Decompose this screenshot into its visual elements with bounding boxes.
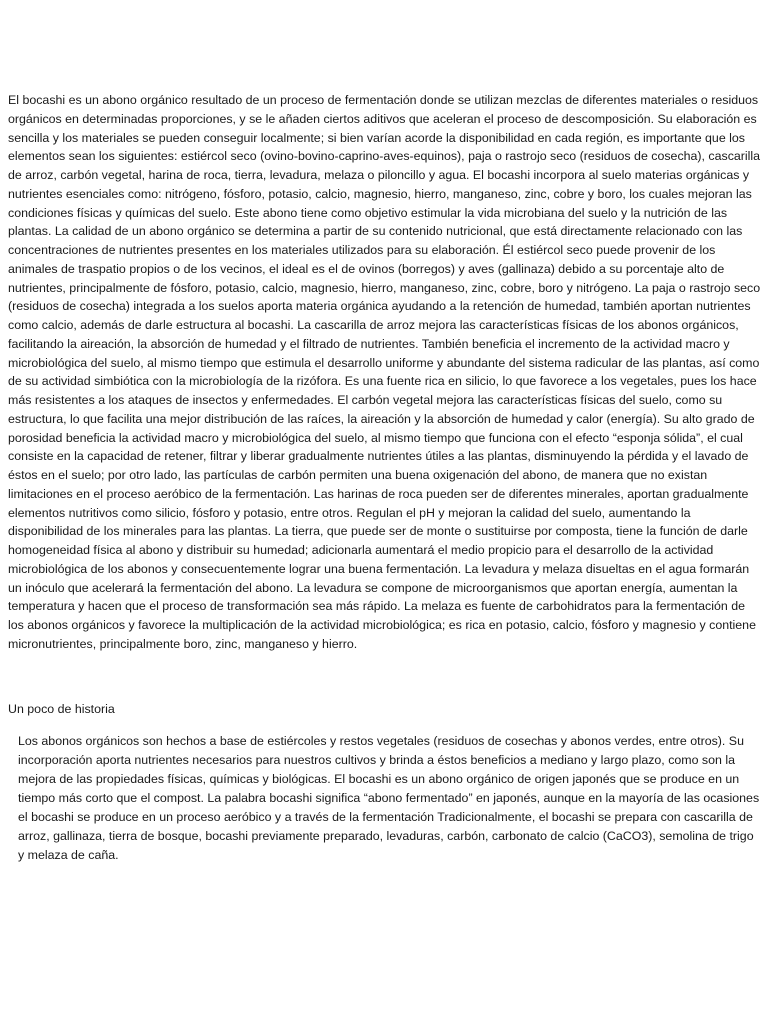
- section-heading: Un poco de historia: [8, 702, 115, 716]
- body-paragraph: El bocashi es un abono orgánico resultado de un proceso de fermentación donde se utilizan mezclas de diferentes materiales o residuos orgánicos en determinadas proporciones, y se le añaden ciertos aditivos que aceleran el proceso de descomposición. Su elaboración es sencilla y los materiales se pueden conseguir localmente; si bien varían acorde la disponibilidad en cada región, es importante que los elementos sean los siguientes: estiércol seco (ovino-bovino-caprino-aves-equinos), paja o rastrojo seco (residuos de cosecha), cascarilla de arroz, carbón vegetal, harina de roca, tierra, levadura, melaza o piloncillo y agua. El bocashi incorpora al suelo materias orgánicas y nutrientes esenciales como: nitrógeno, fósforo, potasio, calcio, magnesio, hierro, manganeso, zinc, cobre y boro, los cuales mejoran las condiciones físicas y químicas del suelo. Este abono tiene como objetivo estimular la vida microbiana del suelo y la nutrición de las plantas. La calidad de un abono orgánico se determina a partir de su contenido nutricional, que está directamente relacionado con las concentraciones de nutrientes presentes en los materiales utilizados para su elaboración. Él estiércol seco puede provenir de los animales de traspatio propios o de los vecinos, el ideal es el de ovinos (borregos) y aves (gallinaza) debido a su porcentaje alto de nutrientes, principalmente de fósforo, potasio, calcio, magnesio, hierro, manganeso, zinc, cobre, boro y nitrógeno. La paja o rastrojo seco (residuos de cosecha) integrada a los suelos aporta materia orgánica ayudando a la retención de humedad, también aportan nutrientes como calcio, además de darle estructura al bocashi. La cascarilla de arroz mejora las características físicas de los abonos orgánicos, facilitando la aireación, la absorción de humedad y el filtrado de nutrientes. También beneficia el incremento de la actividad macro y microbiológica del suelo, al mismo tiempo que estimula el desarrollo uniforme y abundante del sistema radicular de las plantas, así como de su actividad simbiótica con la microbiología de la rizófora. Es una fuente rica en silicio, lo que favorece a los vegetales, pues los hace más resistentes a los ataques de insectos y enfermedades. El carbón vegetal mejora las características físicas del suelo, como su estructura, lo que facilita una mejor distribución de las raíces, la aireación y la absorción de humedad y calor (energía). Su alto grado de porosidad beneficia la actividad macro y microbiológica del suelo, al mismo tiempo que funciona con el efecto “esponja sólida”, el cual consiste en la capacidad de retener, filtrar y liberar gradualmente nutrientes útiles a las plantas, disminuyendo la pérdida y el lavado de éstos en el suelo; por otro lado, las partículas de carbón permiten una buena oxigenación del abono, de manera que no existan limitaciones en el proceso aeróbico de la fermentación. Las harinas de roca pueden ser de diferentes minerales, aportan gradualmente elementos nutritivos como silicio, fósforo y potasio, entre otros. Regulan el pH y mejoran la calidad del suelo, aumentando la disponibilidad de los minerales para las plantas. La tierra, que puede ser de monte o sustituirse por composta, tiene la función de darle homogeneidad física al abono y distribuir su humedad; adicionarla aumentará el medio propicio para el desarrollo de la actividad microbiológica de los abonos y consecuentemente lograr una buena fermentación. La levadura y melaza disueltas en el agua formarán un inóculo que acelerará la fermentación del abono. La levadura se compone de microorganismos que aportan energía, aumentan la temperatura y hacen que el proceso de transformación sea más rápido. La melaza es fuente de carbohidratos para la fermentación de los abonos orgánicos y favorece la multiplicación de la actividad microbiológica; es rica en potasio, calcio, fósforo y magnesio y contiene micronutrientes, principalmente boro, zinc, manganeso y hierro.: [8, 93, 761, 651]
- history-paragraph: Los abonos orgánicos son hechos a base de estiércoles y restos vegetales (residuos de cosechas y abonos verdes, entre otros). Su incorporación aporta nutrientes necesarios para nuestros cultivos y brinda a éstos beneficios a mediano y largo plazo, como son la mejora de las propiedades físicas, químicas y biológicas. El bocashi es un abono orgánico de origen japonés que se produce en un tiempo más corto que el compost. La palabra bocashi significa “abono fermentado” en japonés, aunque en la mayoría de las ocasiones el bocashi se produce en un proceso aeróbico y a través de la fermentación Tradicionalmente, el bocashi se prepara con cascarilla de arroz, gallinaza, tierra de bosque, bocashi previamente preparado, levaduras, carbón, carbonato de calcio (CaCO3), semolina de trigo y melaza de caña.: [18, 734, 760, 862]
